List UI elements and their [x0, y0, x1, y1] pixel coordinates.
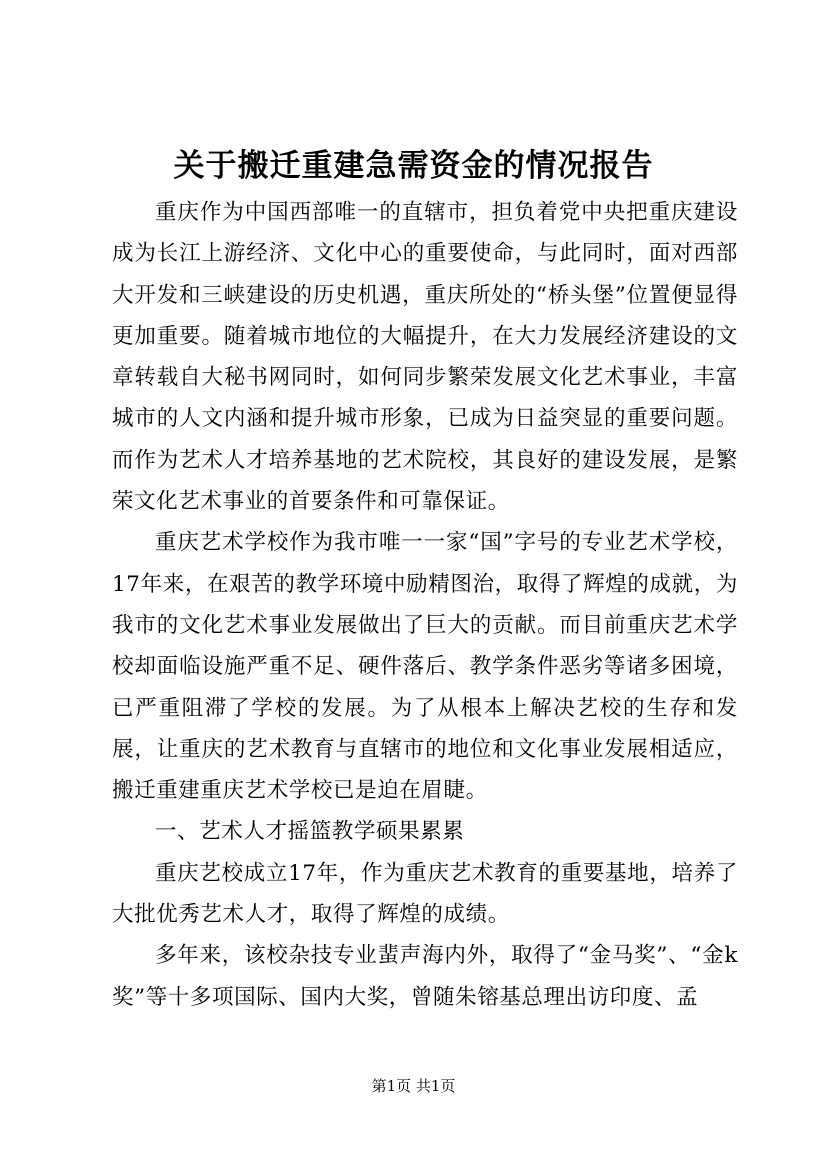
paragraph-achievements: 重庆艺校成立17年，作为重庆艺术教育的重要基地，培养了大批优秀艺术人才，取得了辉煌的成绩。: [112, 860, 738, 928]
page-footer: 第1页 共1页: [371, 1077, 456, 1095]
section-heading-1: 一、艺术人才摇篮教学硕果累累: [155, 819, 465, 845]
paragraph-acrobatics: 多年来，该校杂技专业蜚声海内外，取得了“金马奖”、“金k奖”等十多项国际、国内大奖，曾随朱镕基总理出访印度、孟: [112, 943, 738, 1010]
document-title: 关于搬迁重建急需资金的情况报告: [173, 148, 654, 184]
paragraph-intro: 重庆作为中国西部唯一的直辖市，担负着党中央把重庆建设成为长江上游经济、文化中心的重要使命，与此同时，面对西部大开发和三峡建设的历史机遇，重庆所处的“桥头堡”位置便显得更加重要。随着城市地位的大幅提升，在大力发展经济建设的文章转载自大秘书网同时，如何同步繁荣发展文化艺术事业，丰富城市的人文内涵和提升城市形象，已成为日益突显的重要问题。而作为艺术人才培养基地的艺术院校，其良好的建设发展，是繁荣文化艺术事业的首要条件和可靠保证。: [112, 200, 738, 515]
paragraph-school-overview: 重庆艺术学校作为我市唯一一家“国”字号的专业艺术学校，17年来，在艰苦的教学环境中励精图治，取得了辉煌的成就，为我市的文化艺术事业发展做出了巨大的贡献。而目前重庆艺术学校却面临设施严重不足、硬件落后、教学条件恶劣等诸多困境，已严重阻滞了学校的发展。为了从根本上解决艺校的生存和发展，让重庆的艺术教育与直辖市的地位和文化事业发展相适应，搬迁重建重庆艺术学校已是迫在眉睫。: [112, 530, 738, 804]
document-body: [112, 192, 738, 1018]
